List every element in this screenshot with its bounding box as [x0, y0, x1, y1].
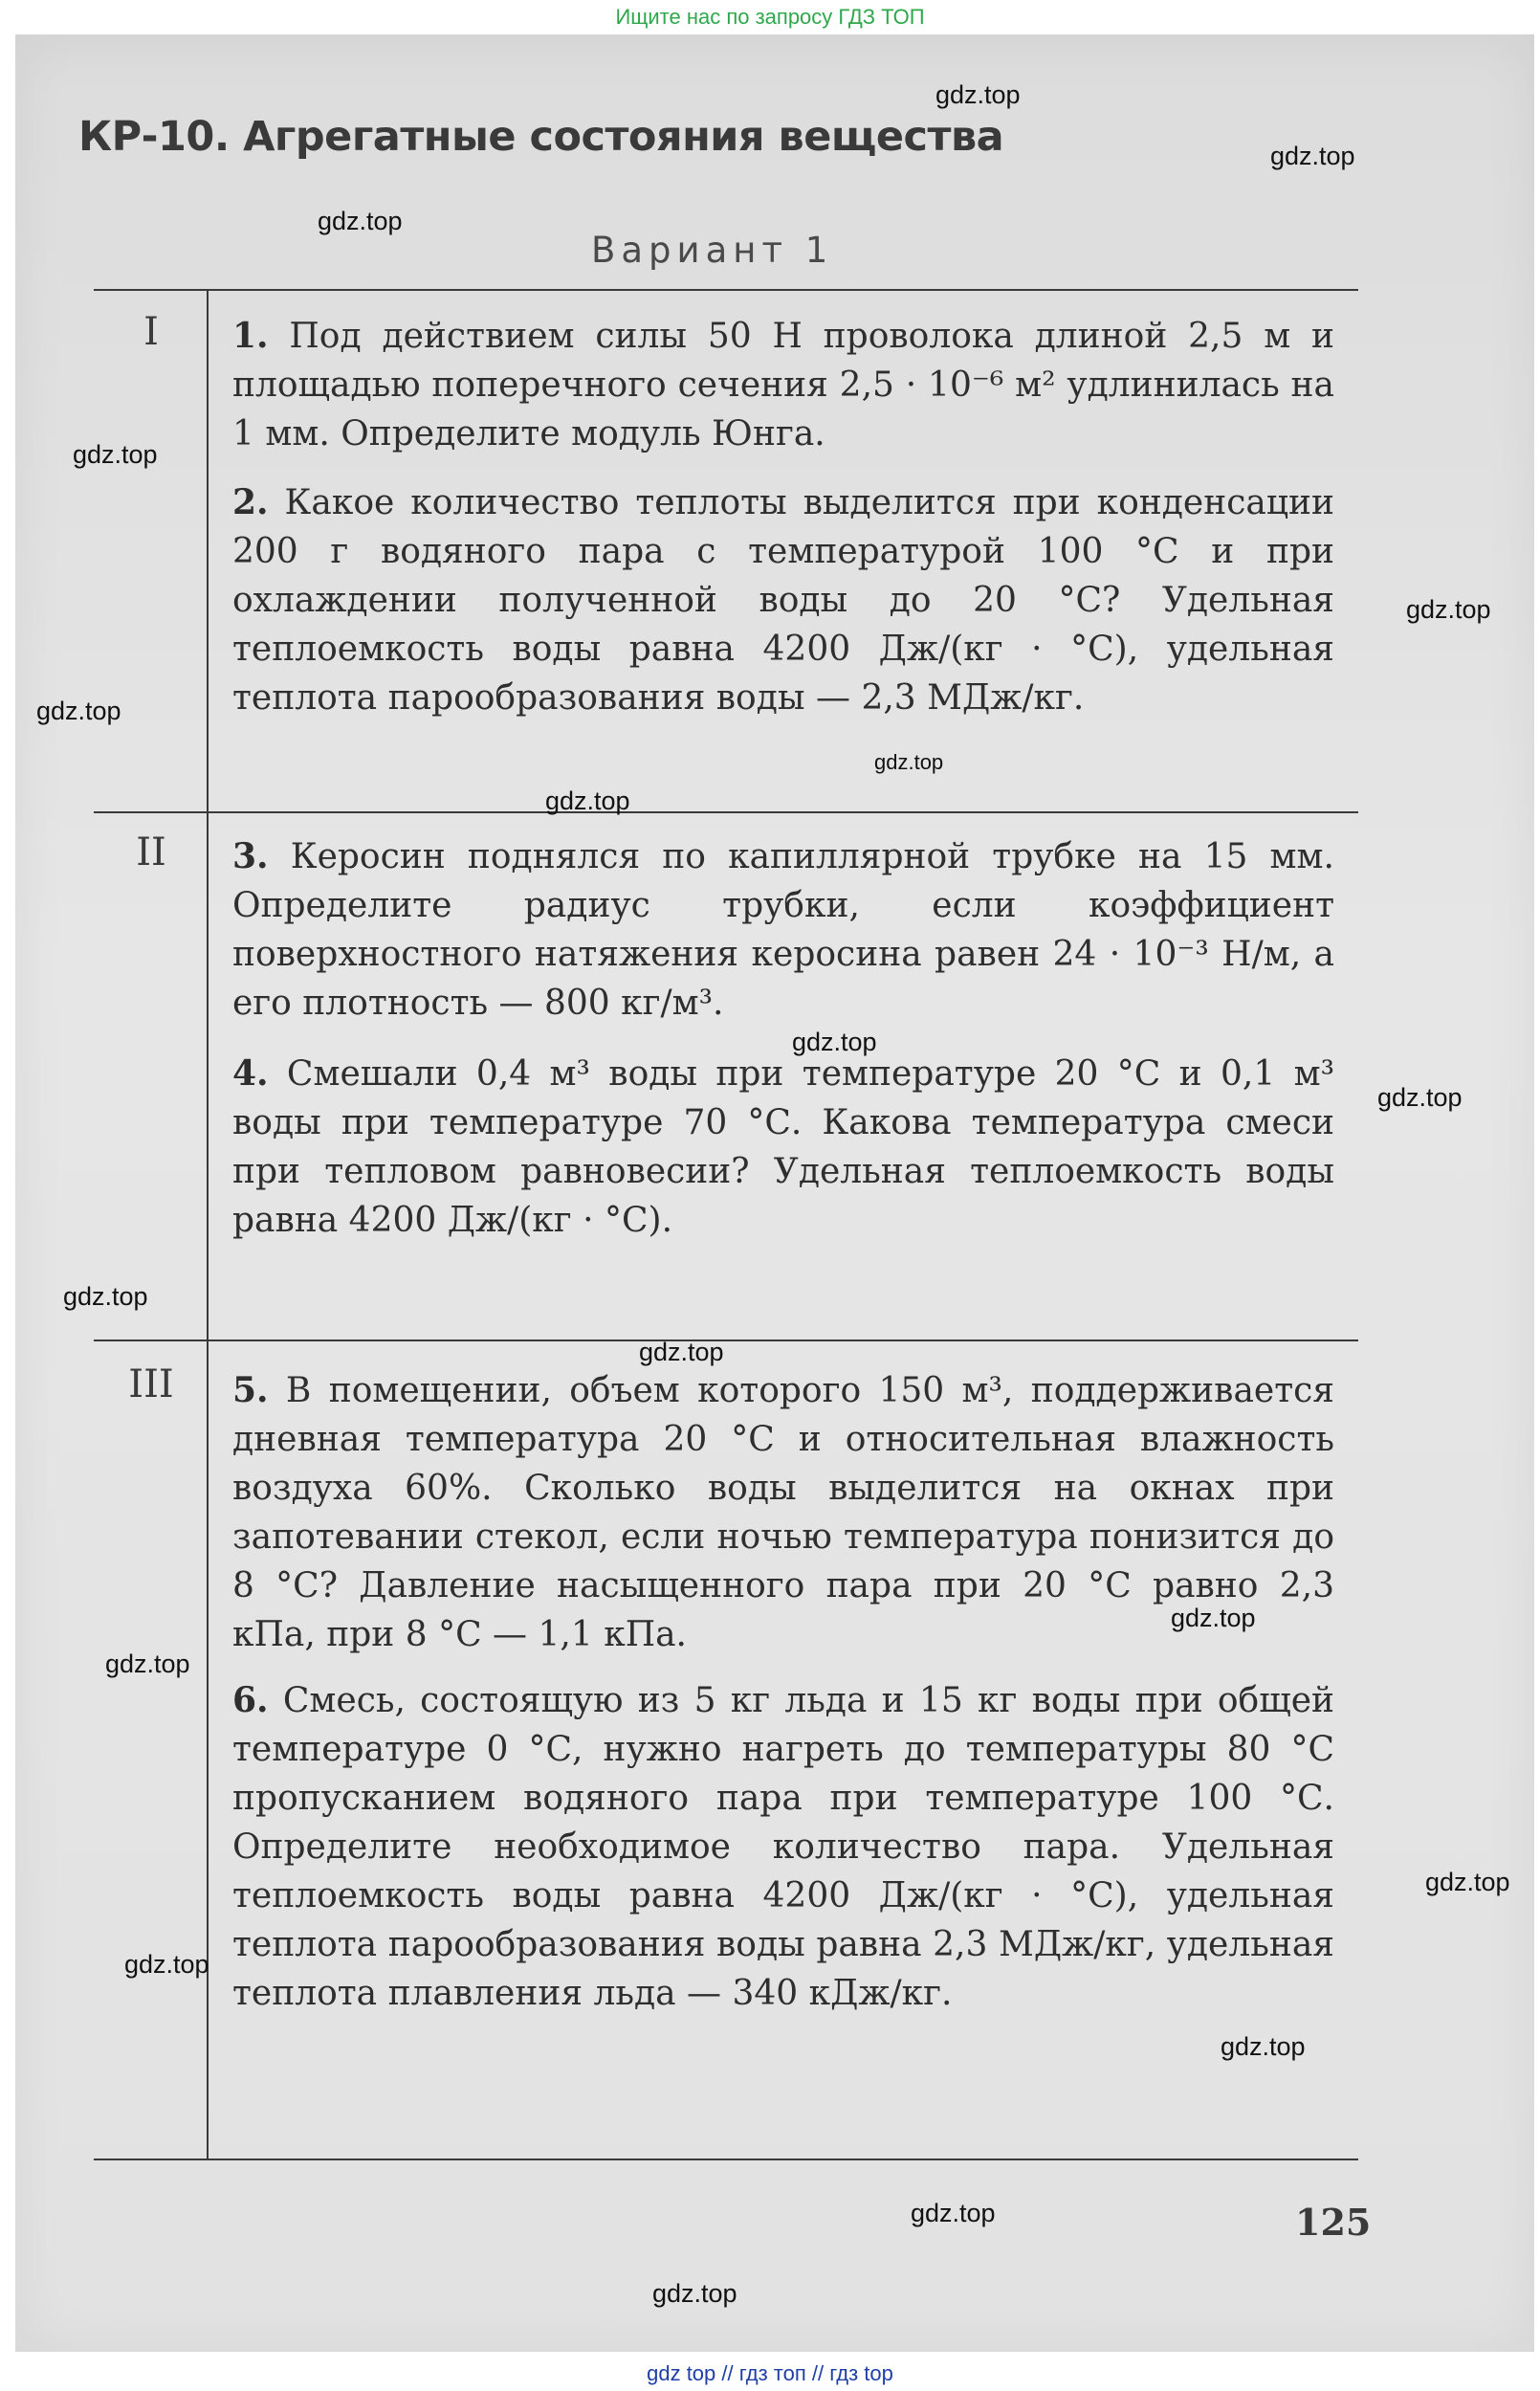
- watermark: gdz.top: [63, 1282, 148, 1311]
- task-4-number: 4.: [232, 1053, 269, 1094]
- task-4: [232, 1050, 1334, 1245]
- watermark: gdz.top: [1171, 1604, 1256, 1632]
- task-3-text: Керосин поднялся по капиллярной трубке на 15 мм. Определите радиус трубки, если коэффициент поверхностного натяжения керосина равен 24 · 10⁻³ Н/м, а его плотность — 800 кг/м³.: [232, 837, 1334, 1023]
- watermark: gdz.top: [1406, 595, 1491, 624]
- watermark: gdz.top: [792, 1028, 877, 1056]
- watermark: gdz.top: [1377, 1083, 1463, 1112]
- task-1-text: Под действием силы 50 Н проволока длиной 2,5 м и площадью поперечного сечения 2,5 · 10⁻⁶ м² удлинилась на 1 мм. Определите модуль Юнга.: [232, 317, 1334, 454]
- section-label-1: I: [143, 310, 159, 354]
- page-number: 125: [1295, 2201, 1372, 2244]
- task-2-number: 2.: [232, 482, 269, 522]
- watermark: gdz.top: [318, 207, 403, 235]
- task-2: [232, 478, 1334, 722]
- task-1-number: 1.: [232, 316, 269, 356]
- table-bottom-rule: [94, 2159, 1358, 2160]
- top-banner[interactable]: Ищите нас по запросу ГДЗ ТОП: [615, 5, 925, 29]
- page-title: КР-10. Агрегатные состояния вещества: [78, 113, 1004, 161]
- task-6-number: 6.: [232, 1680, 269, 1720]
- task-4-text: Смешали 0,4 м³ воды при температуре 20 °С и 0,1 м³ воды при температуре 70 °С. Какова температура смеси при тепловом равновесии? Удельная теплоемкость воды равна 4200 Дж/(кг · °С).: [232, 1054, 1334, 1240]
- task-5-text: В помещении, объем которого 150 м³, поддерживается дневная температура 20 °С и относительная влажность воздуха 60%. Сколько воды выделится на окнах при запотевании стекол, если ночью температура понизится до 8 °С? Давление насыщенного пара при 20 °С равно 2,3 кПа, при 8 °С — 1,1 кПа.: [232, 1371, 1334, 1654]
- task-3-number: 3.: [232, 836, 269, 876]
- watermark: gdz.top: [36, 697, 121, 725]
- task-5: [232, 1366, 1334, 1659]
- watermark: gdz.top: [73, 440, 158, 469]
- task-6-text: Смесь, состоящую из 5 кг льда и 15 кг воды при общей температуре 0 °С, нужно нагреть до температуры 80 °С пропусканием водяного пара при температуре 100 °С. Определите необходимое количество пара. Удельная теплоемкость воды равна 4200 Дж/(кг · °С), удельная теплота парообразования воды равна 2,3 МДж/кг, удельная теплота плавления льда — 340 кДж/кг.: [232, 1681, 1334, 2013]
- watermark: gdz.top: [911, 2199, 996, 2227]
- section-label-3: III: [128, 1362, 174, 1406]
- watermark: gdz.top: [874, 750, 944, 774]
- watermark: gdz.top: [639, 1338, 724, 1366]
- watermark: gdz.top: [124, 1950, 209, 1979]
- task-1: [232, 312, 1334, 458]
- task-3: [232, 832, 1334, 1028]
- watermark: gdz.top: [1270, 142, 1355, 170]
- watermark: gdz.top: [1425, 1868, 1510, 1896]
- task-6: [232, 1676, 1334, 2018]
- watermark: gdz.top: [935, 80, 1021, 109]
- watermark: gdz.top: [545, 786, 630, 815]
- watermark: gdz.top: [1221, 2032, 1306, 2061]
- table-top-rule: [94, 289, 1358, 291]
- task-2-text: Какое количество теплоты выделится при конденсации 200 г водяного пара с температурой 100 °С и при охлаждении полученной воды до 20 °С? Удельная теплоемкость воды равна 4200 Дж/(кг · °С), удельная теплота парообразования воды — 2,3 МДж/кг.: [232, 483, 1334, 718]
- watermark: gdz.top: [105, 1649, 190, 1678]
- table-rule-2: [94, 1339, 1358, 1341]
- bottom-footer[interactable]: gdz top // гдз топ // гдз top: [647, 2361, 893, 2385]
- section-label-2: II: [136, 830, 166, 874]
- table-column-divider: [207, 289, 209, 2160]
- watermark: gdz.top: [652, 2279, 737, 2308]
- table-rule-1: [94, 811, 1358, 813]
- variant-heading: Вариант 1: [591, 230, 834, 271]
- task-5-number: 5.: [232, 1370, 269, 1410]
